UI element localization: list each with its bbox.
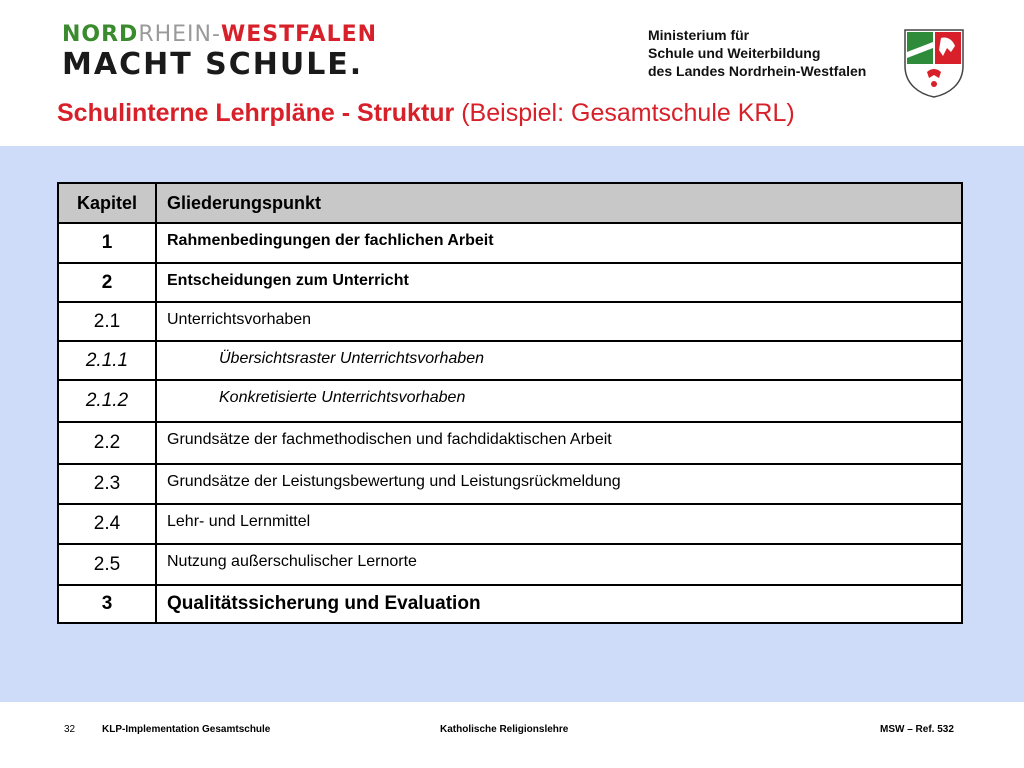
table-row: [58, 585, 962, 623]
row-kapitel: 2.2: [58, 422, 156, 464]
title-sub: (Beispiel: Gesamtschule KRL): [461, 99, 795, 127]
ministry-line-3: des Landes Nordrhein-Westfalen: [648, 63, 867, 79]
table-row: [58, 341, 962, 380]
row-kapitel: 2.1: [58, 302, 156, 341]
ministry-line-2: Schule und Weiterbildung: [648, 45, 821, 61]
table-row: [58, 544, 962, 585]
nrw-crest-icon: [903, 28, 965, 98]
structure-table: [57, 182, 963, 624]
footer-middle-text: Katholische Religionslehre: [440, 724, 569, 735]
row-punkt: Unterrichtsvorhaben: [156, 302, 962, 341]
row-punkt: Grundsätze der fachmethodischen und fachdidaktischen Arbeit: [156, 422, 962, 464]
row-punkt: Grundsätze der Leistungsbewertung und Leistungsrückmeldung: [156, 464, 962, 504]
row-punkt: Übersichtsraster Unterrichtsvorhaben: [156, 341, 962, 380]
logo-westfalen: WESTFALEN: [220, 22, 378, 47]
row-kapitel: 3: [58, 585, 156, 623]
table-header-row: [58, 183, 962, 223]
footer-left-text: KLP-Implementation Gesamtschule: [102, 724, 271, 735]
row-punkt: Konkretisierte Unterrichtsvorhaben: [156, 380, 962, 422]
header-kapitel: Kapitel: [58, 183, 156, 223]
title-main: Schulinterne Lehrpläne - Struktur: [57, 99, 455, 127]
table-row: [58, 380, 962, 422]
footer-page-number: 32: [64, 724, 76, 735]
logo-rhein: RHEIN-: [138, 22, 221, 47]
logo-nord: NORD: [62, 22, 139, 47]
logo-line-1: [62, 22, 377, 48]
row-punkt: Lehr- und Lernmittel: [156, 504, 962, 544]
row-kapitel: 2: [58, 263, 156, 302]
row-kapitel: 1: [58, 223, 156, 263]
row-kapitel: 2.4: [58, 504, 156, 544]
row-punkt: Nutzung außerschulischer Lernorte: [156, 544, 962, 585]
table-row: [58, 302, 962, 341]
header-gliederungspunkt: Gliederungspunkt: [156, 183, 962, 223]
logo-line-2: MACHT SCHULE.: [62, 47, 364, 82]
ministry-name: [648, 26, 866, 80]
table-row: [58, 223, 962, 263]
ministry-line-1: Ministerium für: [648, 27, 750, 43]
table-row: [58, 464, 962, 504]
row-kapitel: 2.5: [58, 544, 156, 585]
nrw-logo: [62, 22, 377, 82]
table-row: [58, 504, 962, 544]
row-kapitel: 2.1.1: [58, 341, 156, 380]
footer-right-text: MSW – Ref. 532: [880, 724, 954, 735]
row-punkt: Rahmenbedingungen der fachlichen Arbeit: [156, 223, 962, 263]
row-punkt: Qualitätssicherung und Evaluation: [156, 585, 962, 623]
row-kapitel: 2.1.2: [58, 380, 156, 422]
row-kapitel: 2.3: [58, 464, 156, 504]
table-row: [58, 422, 962, 464]
table-row: [58, 263, 962, 302]
row-punkt: Entscheidungen zum Unterricht: [156, 263, 962, 302]
slide-title: [57, 99, 795, 128]
